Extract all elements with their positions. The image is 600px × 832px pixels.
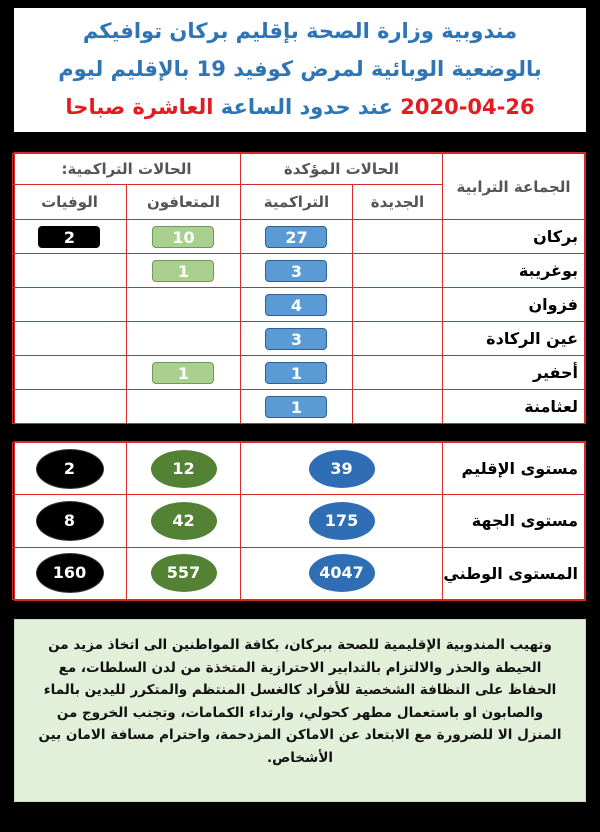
cumulative-cases-badge: 27 xyxy=(265,226,327,248)
level-label: مستوى الجهة xyxy=(471,511,578,531)
summary-table-panel xyxy=(14,441,586,601)
report-date: 2020-04-26 xyxy=(400,95,535,119)
communes-table-panel xyxy=(14,152,586,424)
col-new-header: الجديدة xyxy=(353,185,443,220)
header-line-3 xyxy=(14,88,586,126)
commune-row xyxy=(12,254,584,288)
communes-table xyxy=(12,153,585,424)
cumulative-cases-badge: 4 xyxy=(265,294,327,316)
confirmed-group-header: الحالات المؤكدة xyxy=(240,154,442,185)
recovered-oval: 42 xyxy=(151,502,217,540)
commune-row xyxy=(12,356,584,390)
col-cumulative-header: التراكمية xyxy=(240,185,352,220)
commune-name: بركان xyxy=(533,227,578,246)
col-commune-header: الجماعة الترابية xyxy=(443,154,585,220)
cumulative-cases-badge: 3 xyxy=(265,328,327,350)
cumulative-cases-badge: 1 xyxy=(265,396,327,418)
level-label: المستوى الوطني xyxy=(443,563,578,583)
commune-name: فزوان xyxy=(528,295,578,314)
commune-row xyxy=(12,288,584,322)
summary-row xyxy=(13,547,585,599)
deaths-oval: 2 xyxy=(36,449,104,489)
recovered-oval: 12 xyxy=(151,450,217,488)
deaths-oval: 8 xyxy=(36,501,104,541)
col-recovered-header: المتعافون xyxy=(126,185,240,220)
commune-row xyxy=(12,220,584,254)
commune-row xyxy=(12,322,584,356)
confirmed-oval: 175 xyxy=(309,502,375,540)
cumulative-group-header: الحالات التراكمية: xyxy=(12,154,240,185)
cumulative-cases-badge: 3 xyxy=(265,260,327,282)
commune-row xyxy=(12,390,584,424)
commune-name: عين الركادة xyxy=(486,329,578,348)
col-deaths-header: الوفيات xyxy=(12,185,126,220)
recovered-oval: 557 xyxy=(151,554,217,592)
level-label: مستوى الإقليم xyxy=(461,459,578,479)
commune-name: أحفير xyxy=(532,363,578,382)
recovered-badge: 1 xyxy=(152,362,214,384)
health-advisory-notice: وتهيب المندوبية الإقليمية للصحة ببركان، بكافة المواطنين الى اتخاذ مزيد من الحيطة والحذر والالتزام بالتدابير الاحترازية المتخذة من لدن السلطات، مع الحفاظ على النظافة الشخصية للأفراد كالغسل المنتظم والمتكرر لليدين بالماء والصابون او باستعمال مطهر كحولي، وارتداء الكمامات، وتجنب الخروج من المنزل الا للضرورة مع الابتعاد عن الاماكن المزدحمة، واحترام مسافة الامان بين الأشخاص. xyxy=(14,619,586,802)
header-line-2: بالوضعية الوبائية لمرض كوفيد 19 بالإقليم ليوم xyxy=(58,57,542,81)
commune-name: لعثامنة xyxy=(524,397,578,416)
commune-name: بوغريبة xyxy=(518,261,578,280)
bulletin-header xyxy=(14,8,586,132)
confirmed-oval: 39 xyxy=(309,450,375,488)
summary-table xyxy=(12,442,585,600)
summary-row xyxy=(13,495,585,547)
deaths-oval: 160 xyxy=(36,553,104,593)
recovered-badge: 10 xyxy=(152,226,214,248)
report-time: العاشرة صباحا xyxy=(65,95,214,119)
header-time-prefix: عند حدود الساعة xyxy=(220,95,393,119)
cumulative-cases-badge: 1 xyxy=(265,362,327,384)
recovered-badge: 1 xyxy=(152,260,214,282)
header-line-1: مندوبية وزارة الصحة بإقليم بركان توافيكم xyxy=(82,19,518,43)
deaths-badge: 2 xyxy=(38,226,100,248)
confirmed-oval: 4047 xyxy=(309,554,375,592)
summary-row xyxy=(13,443,585,495)
